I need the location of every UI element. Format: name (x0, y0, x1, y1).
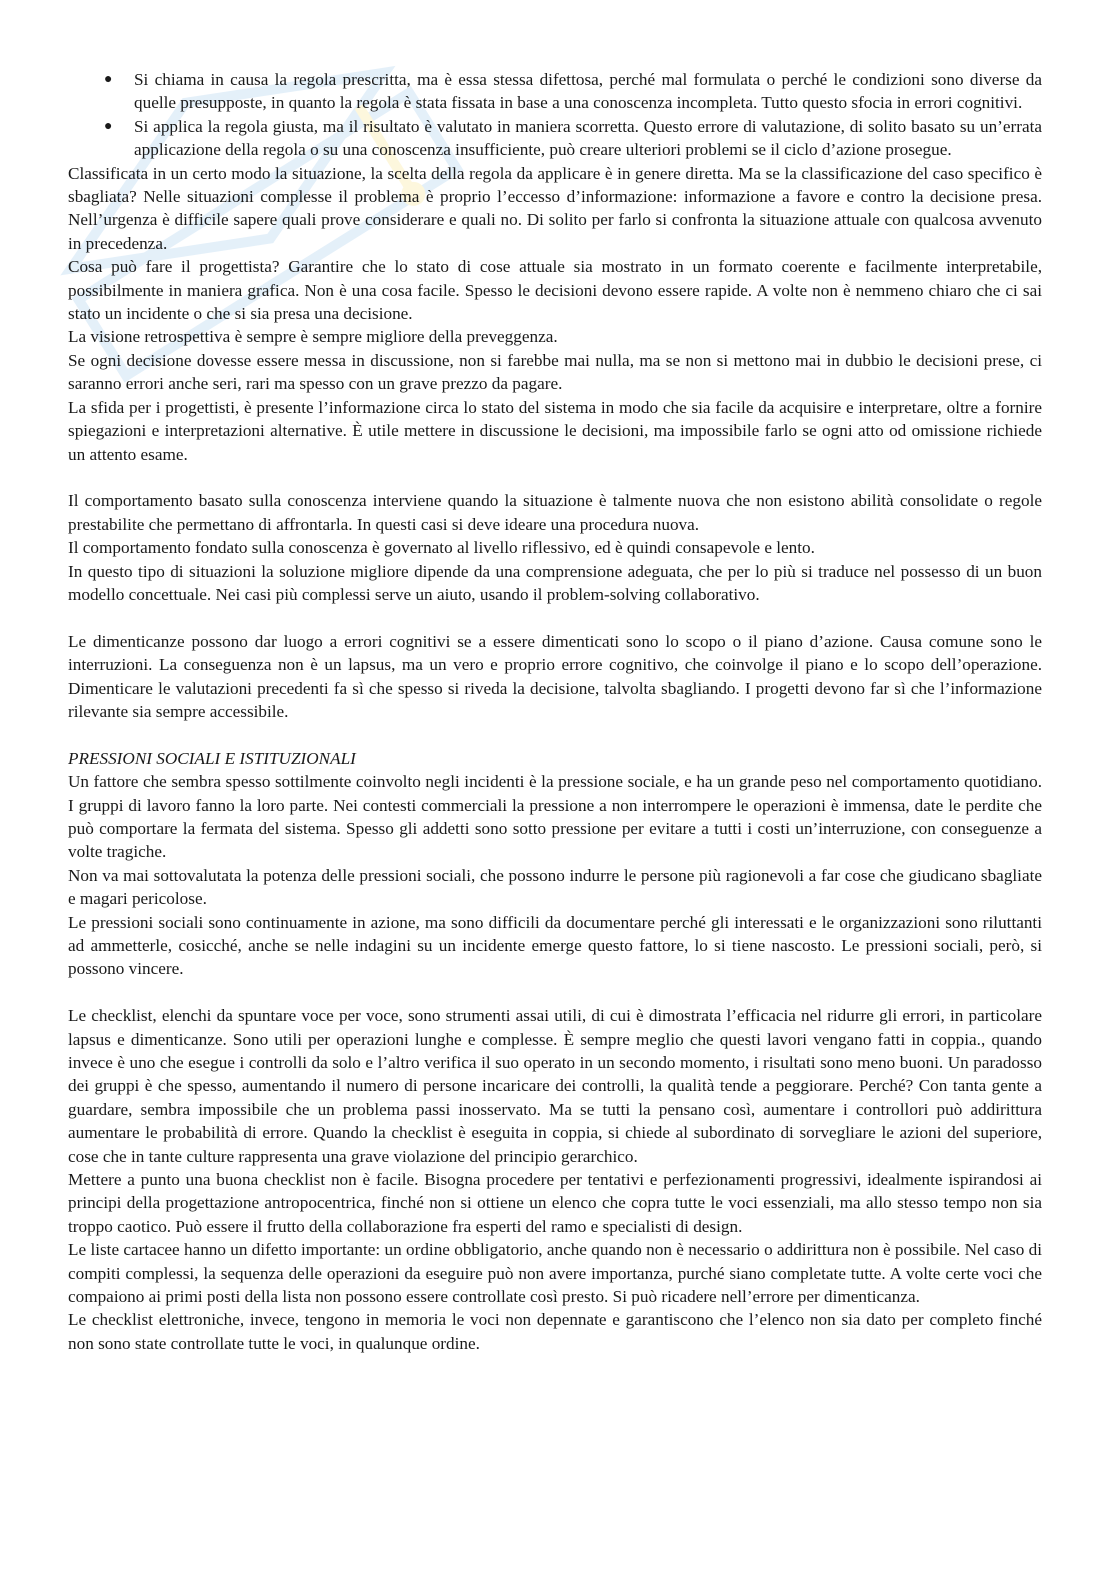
paragraph: Le liste cartacee hanno un difetto importante: un ordine obbligatorio, anche quando non è necessario o addirittura non è possibile. Nel caso di compiti complessi, la sequenza delle operazioni da eseguire può non avere importanza, purché siano completate tutte. A volte certe voci che compaiono ai primi posti della lista non possono essere controllate così presto. Si può ricadere nell’errore per dimenticanza. (68, 1240, 1042, 1307)
paragraph: Se ogni decisione dovesse essere messa in discussione, non si farebbe mai nulla, ma se non si mettono mai in dubbio le decisioni prese, ci saranno errori anche seri, rari ma spesso con un grave prezzo da pagare. (68, 350, 1042, 394)
paragraph: Un fattore che sembra spesso sottilmente coinvolto negli incidenti è la pressione sociale, e ha un grande peso nel comportamento quotidiano. I gruppi di lavoro fanno la loro parte. Nei contesti commerciali la pressione a non interrompere le operazioni è immensa, date le perdite che può comportare la fermata del sistema. Spesso gli addetti sono sotto pressione per evitare a tutti i costi un’interruzione, con conseguenze a volte tragiche. (68, 772, 1042, 862)
spacer (68, 723, 1042, 746)
paragraph: La sfida per i progettisti, è presente l’informazione circa lo stato del sistema in modo che sia facile da acquisire e interpretare, oltre a fornire spiegazioni e interpretazioni alternative. È utile mettere in discussione le decisioni, ma impossibile farlo se ogni atto od omissione richiede un attento esame. (68, 397, 1042, 464)
paragraph: Mettere a punto una buona checklist non è facile. Bisogna procedere per tentativi e perfezionamenti progressivi, idealmente ispirandosi ai principi della progettazione antropocentrica, finché non si ottiene un elenco che copra tutte le voci essenziali, ma allo stesso tempo non sia troppo caotico. Può essere il frutto della collaborazione fra esperti del ramo e specialisti di design. (68, 1170, 1042, 1236)
list-item (104, 68, 1042, 115)
spacer (68, 606, 1042, 629)
bullet-icon: ● (104, 72, 113, 87)
spacer (68, 981, 1042, 1004)
document-page (68, 68, 1042, 1355)
bullet-text: Si chiama in causa la regola prescritta, ma è essa stessa difettosa, perché mal formulata o perché le condizioni sono diverse da quelle presupposte, in quanto la regola è stata fissata in base a una conoscenza incompleta. Tutto questo sfocia in errori cognitivi. (134, 70, 1042, 113)
bullet-icon: ● (104, 118, 113, 134)
list-item (104, 115, 1042, 162)
paragraph: Le dimenticanze possono dar luogo a errori cognitivi se a essere dimenticati sono lo scopo o il piano d’azione. Causa comune sono le interruzioni. La conseguenza non è un lapsus, ma un vero e proprio errore cognitivo, che coinvolge il piano e lo scopo dell’operazione. Dimenticare le valutazioni precedenti fa sì che spesso si riveda la decisione, talvolta sbagliando. I progetti devono far sì che l’informazione rilevante sia sempre accessibile. (68, 631, 1042, 721)
paragraph: In questo tipo di situazioni la soluzione migliore dipende da una comprensione adeguata, che per lo più si traduce nel possesso di un buon modello concettuale. Nei casi più complessi serve un aiuto, usando il problem-solving collaborativo. (68, 561, 1042, 604)
bullet-list (68, 68, 1042, 162)
section-heading: PRESSIONI SOCIALI E ISTITUZIONALI (68, 748, 356, 768)
paragraph: La visione retrospettiva è sempre è sempre migliore della preveggenza. (68, 327, 558, 347)
paragraph: Le checklist elettroniche, invece, tengono in memoria le voci non depennate e garantiscono che l’elenco non sia dato per completo finché non sono state controllate tutte le voci, in qualunque ordine. (68, 1310, 1042, 1353)
paragraph: Il comportamento basato sulla conoscenza interviene quando la situazione è talmente nuova che non esistono abilità consolidate o regole prestabilite che permettano di affrontarla. In questi casi si deve ideare una procedura nuova. (68, 491, 1042, 534)
spacer (68, 466, 1042, 489)
bullet-text: Si applica la regola giusta, ma il risultato è valutato in maniera scorretta. Questo errore di valutazione, di solito basato su un’errata applicazione della regola o su una conoscenza insufficiente, può creare ulteriori problemi se il ciclo d’azione prosegue. (134, 116, 1042, 160)
paragraph: Il comportamento fondato sulla conoscenza è governato al livello riflessivo, ed è quindi consapevole e lento. (68, 538, 815, 558)
paragraph: Le checklist, elenchi da spuntare voce per voce, sono strumenti assai utili, di cui è dimostrata l’efficacia nel ridurre gli errori, in particolare lapsus e dimenticanze. Sono utili per operazioni lunghe e complesse. È sempre meglio che questi lavori vengano fatti in coppia., quando invece è uno che esegue i controlli da solo e l’altro verifica il suo operato in un secondo momento, i risultati sono meno buoni. Un paradosso dei gruppi è che spesso, aumentando il numero di persone incaricare dei controlli, la qualità tende a peggiorare. Perché? Con tanta gente a guardare, sembra impossibile che un problema passi inosservato. Ma se tutti la pensano così, aumentare i controllori può addirittura aumentare le probabilità di errore. Quando la checklist è eseguita in coppia, si chiede al subordinato di sorvegliare le azioni del superiore, cose che in tante culture rappresenta una grave violazione del principio gerarchico. (68, 1006, 1042, 1166)
paragraph: Non va mai sottovalutata la potenza delle pressioni sociali, che possono indurre le persone più ragionevoli a far cose che giudicano sbagliate e magari pericolose. (68, 865, 1042, 909)
paragraph: Classificata in un certo modo la situazione, la scelta della regola da applicare è in genere diretta. Ma se la classificazione del caso specifico è sbagliata? Nelle situazioni complesse il problema è proprio l’eccesso d’informazione: informazione a favore e contro la decisione presa. Nell’urgenza è difficile sapere quali prove considerare e quali no. Di solito per farlo si confronta la situazione attuale con qualcosa avvenuto in precedenza. (68, 163, 1042, 253)
paragraph: Le pressioni sociali sono continuamente in azione, ma sono difficili da documentare perché gli interessati e le organizzazioni sono riluttanti ad ammetterle, cosicché, anche se nelle indagini su un incidente emerge questo fattore, lo si tiene nascosto. Le pressioni sociali, però, si possono vincere. (68, 912, 1042, 979)
paragraph: Cosa può fare il progettista? Garantire che lo stato di cose attuale sia mostrato in un formato coerente e facilmente interpretabile, possibilmente in maniera grafica. Non è una cosa facile. Spesso le decisioni devono essere rapide. A volte non è nemmeno chiaro che ci sai stato un incidente o che si sia presa una decisione. (68, 257, 1042, 324)
